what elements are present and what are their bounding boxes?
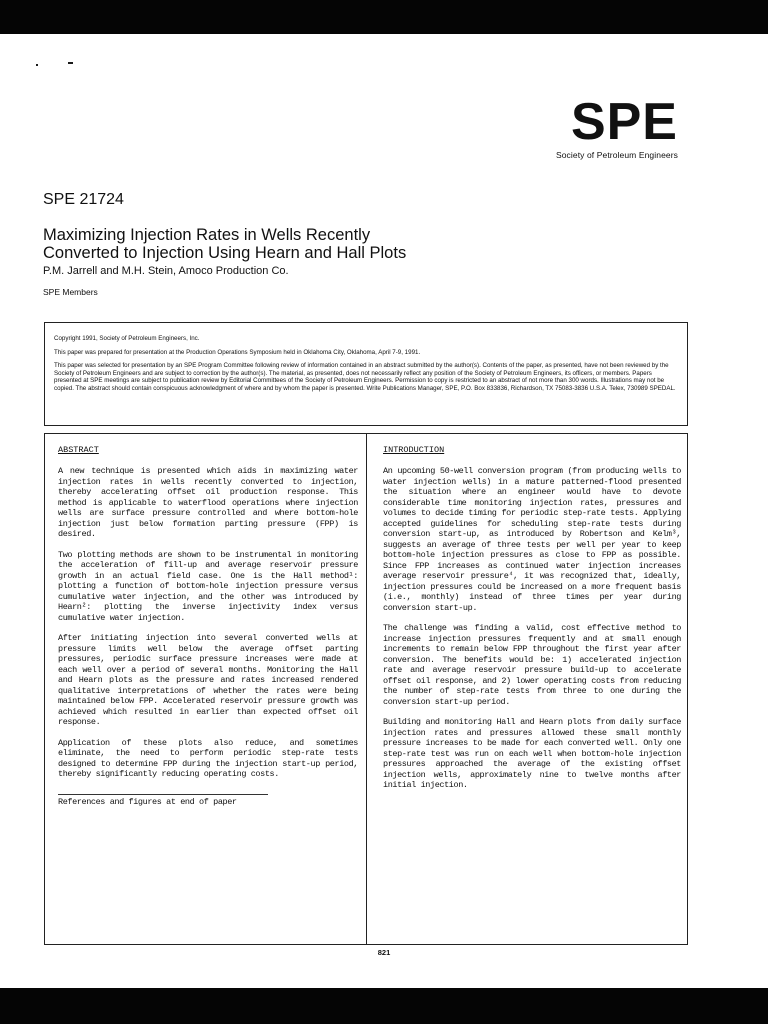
- introduction-column: [367, 434, 689, 944]
- abstract-paragraph: After initiating injection into several converted wells at pressure limits well below the average offset parting pressures, periodic surface pressure increases were made at each well over a period of several months. Monitoring the Hall and Hearn plots as the pressure and rates increased rendered qualitative interpretations of whether the rates were being maintained below FPP. Accelerated reservoir pressure growth was achieved which resulted in earlier than expected offset oil response.: [58, 633, 358, 727]
- spe-logo: [538, 93, 678, 160]
- spe-members: SPE Members: [43, 287, 98, 297]
- abstract-heading: ABSTRACT: [58, 445, 99, 455]
- abstract-column: [45, 434, 367, 944]
- copyright-notice-box: [44, 322, 688, 426]
- introduction-paragraph: The challenge was finding a valid, cost effective method to increase injection pressures frequently and at small enough increments to remain below FPP throughout the first year after conversion. The benefits would be: 1) accelerated injection rate and average reservoir pressure build-up to accelerate offset oil response, and 2) lower operating costs from reducing the number of step-rate tests from three to one during the conversion start-up period.: [383, 623, 681, 707]
- prepared-line: This paper was prepared for presentation at the Production Operations Symposium held in Oklahoma City, Oklahoma, April 7-9, 1991.: [54, 348, 421, 356]
- scan-border-bottom: [0, 988, 768, 1024]
- body-columns: [44, 433, 688, 945]
- authors: P.M. Jarrell and M.H. Stein, Amoco Production Co.: [43, 265, 289, 277]
- introduction-paragraph: An upcoming 50-well conversion program (from producing wells to water injection wells) in a mature patterned-flood presented the situation where an engineer would have to devote considerable time monitoring injection rates, pressures and volumes to decide timing for periodic step-rate tests. Applying accepted guidelines for scheduling step-rate tests during conversion start-up, as introduced by Robertson and Kelm³, suggests an average of three tests per well per year to keep bottom-hole injection pressures as close to FPP as possible. Since FPP increases as continued water injection increases average reservoir pressure⁴, it was recognized that, ideally, injection pressures could be increased on a more frequent basis (i.e., monthly) instead of three times per year during conversion start-up.: [383, 466, 681, 613]
- logo-society: Society of Petroleum Engineers: [555, 150, 678, 160]
- scan-speck: [68, 62, 73, 64]
- selection-notice: This paper was selected for presentation by an SPE Program Committee following review of information contained in an abstract submitted by the author(s). Contents of the paper, as presented, have not been reviewed by the Society of Petroleum Engineers and are subject to correction by the author(s). The material, as presented, does not necessarily reflect any position of the Society of Petroleum Engineers, its officers, or members. Papers presented at SPE meetings are subject to publication review by Editorial Committees of the Society of Petroleum Engineers. Permission to copy is restricted to an abstract of not more than 300 words. Illustrations may not be copied. The abstract should contain conspicuous acknowledgment of where and by whom the paper is presented. Write Publications Manager, SPE, P.O. Box 833836, Richardson, TX 75083-3836 U.S.A. Telex, 730989 SPEDAL.: [54, 362, 676, 392]
- page-number: 821: [377, 948, 391, 957]
- paper-number: SPE 21724: [43, 191, 124, 208]
- abstract-paragraph: A new technique is presented which aids in maximizing water injection rates in wells recently converted to injection, thereby accelerating offset oil production response. This method is applicable to waterflood operations where injection wells are surface pressure controlled and where bottom-hole injection just below formation parting pressure (FPP) is desired.: [58, 466, 358, 539]
- footnote-rule: [58, 794, 268, 795]
- title-line-2: Converted to Injection Using Hearn and Hall Plots: [43, 244, 407, 262]
- copyright-line: Copyright 1991, Society of Petroleum Engineers, Inc.: [54, 335, 200, 342]
- abstract-paragraph: Application of these plots also reduce, and sometimes eliminate, the need to perform periodic step-rate tests designed to determine FPP during the injection start-up period, thereby significantly reducing operating costs.: [58, 737, 358, 779]
- footnote: References and figures at end of paper: [58, 796, 237, 807]
- introduction-paragraph: Building and monitoring Hall and Hearn plots from daily surface injection rates and pressures allowed these small monthly pressure increases to be made for each converted well. Only one step-rate test was run on each well when bottom-hole injection pressures approached the average of the existing offset injection wells, approximately nine to twelve months after initial injection.: [383, 717, 681, 790]
- introduction-heading: INTRODUCTION: [383, 445, 445, 455]
- title-line-1: Maximizing Injection Rates in Wells Recently: [43, 226, 371, 244]
- scan-border-top: [0, 0, 768, 34]
- logo-mark: SPE: [570, 93, 678, 151]
- scan-speck: [36, 64, 38, 66]
- abstract-paragraph: Two plotting methods are shown to be instrumental in monitoring the acceleration of fill-up and average reservoir pressure growth in an actual field case. One is the Hall method¹: plotting a function of bottom-hole injection pressure versus cumulative water injection, and the other was introduced by Hearn²: plotting the inverse injectivity index versus cumulative water injection.: [58, 549, 358, 623]
- paper-title: [43, 226, 503, 262]
